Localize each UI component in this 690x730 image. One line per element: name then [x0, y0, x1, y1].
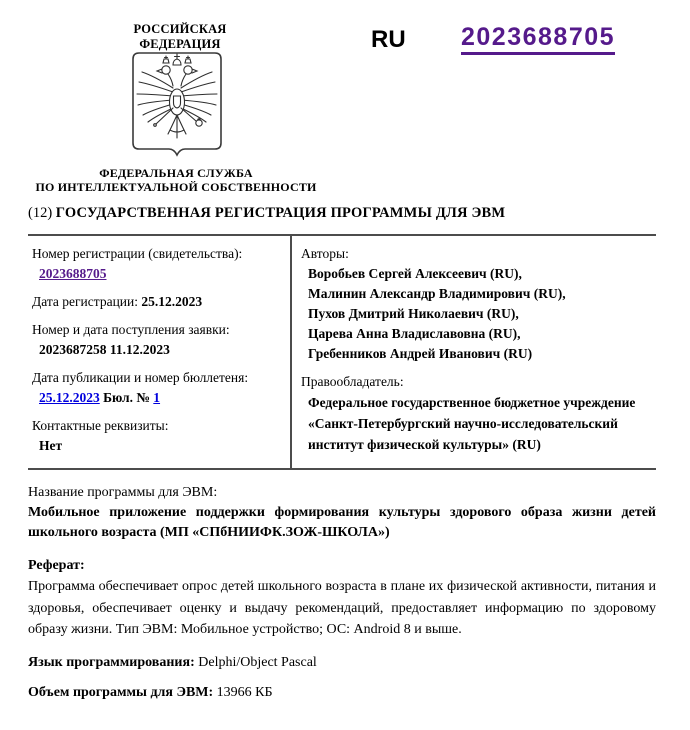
document-type-title: ГОСУДАРСТВЕННАЯ РЕГИСТРАЦИЯ ПРОГРАММЫ ДЛЯ ЭВМ: [55, 205, 506, 221]
agency-line1: ФЕДЕРАЛЬНАЯ СЛУЖБА: [99, 166, 253, 180]
abstract-label: Реферат:: [28, 558, 85, 573]
program-name-value: Мобильное приложение поддержки формирования культуры здорового образа жизни детей школьного возраста (МП «СПбНИИФК.ЗОЖ-ШКОЛА»): [28, 505, 656, 540]
program-name-label: Название программы для ЭВМ:: [28, 485, 218, 500]
application-label: Номер и дата поступления заявки:: [32, 322, 230, 337]
application-field: [32, 320, 284, 360]
registration-date-label: Дата регистрации:: [32, 294, 139, 309]
coat-of-arms-eagle-icon: [130, 50, 224, 158]
document-body: [28, 204, 656, 701]
registration-date-field: [32, 292, 284, 312]
registration-number-label: Номер регистрации (свидетельства):: [32, 246, 243, 261]
registration-date-value: 25.12.2023: [141, 294, 203, 309]
author-item: Царева Анна Владиславовна (RU),: [308, 326, 521, 341]
author-item: Воробьев Сергей Алексеевич (RU),: [308, 266, 522, 281]
size-field: [28, 685, 656, 701]
program-name-section: [28, 483, 656, 543]
size-value: 13966 КБ: [216, 684, 273, 700]
agency-line2: ПО ИНТЕЛЛЕКТУАЛЬНОЙ СОБСТВЕННОСТИ: [35, 179, 317, 194]
authors-label: Авторы:: [301, 246, 349, 261]
publication-date-link[interactable]: 25.12.2023: [39, 390, 100, 405]
contacts-field: [32, 416, 284, 456]
publication-label: Дата публикации и номер бюллетеня:: [32, 370, 249, 385]
author-item: Малинин Александр Владимирович (RU),: [308, 286, 566, 301]
registration-number-link[interactable]: 2023688705: [461, 24, 615, 55]
authors-list: [301, 264, 650, 364]
author-item: Пухов Дмитрий Николаевич (RU),: [308, 306, 519, 321]
language-value: Delphi/Object Pascal: [198, 654, 317, 670]
author-item: Гребенников Андрей Иванович (RU): [308, 346, 533, 361]
document-type-heading: [28, 204, 656, 223]
country-code-label: RU: [371, 26, 406, 53]
application-value: 2023687258 11.12.2023: [39, 342, 170, 357]
abstract-section: [28, 556, 656, 641]
bulletin-number-link[interactable]: 1: [153, 390, 161, 405]
country-label: РОССИЙСКАЯ ФЕДЕРАЦИЯ: [133, 22, 227, 51]
contacts-value: Нет: [39, 438, 63, 453]
abstract-text: Программа обеспечивает опрос детей школьного возраста в плане их физической активности, питания и здоровья, обеспечивает оценку и выдачу рекомендаций, предоставляет информацию по здоровому образу жизни. Тип ЭВМ: Мобильное устройство; ОС: Android 8 и выше.: [28, 579, 656, 637]
registration-number-field: [32, 244, 284, 284]
language-label: Язык программирования:: [28, 654, 195, 670]
rightsholder-label: Правообладатель:: [301, 374, 404, 389]
registration-details-table: [28, 234, 656, 470]
rightsholder-field: [301, 372, 650, 455]
contacts-label: Контактные реквизиты:: [32, 418, 169, 433]
language-field: [28, 655, 656, 671]
rightsholder-value: Федеральное государственное бюджетное учреждение «Санкт-Петербургский научно-исследовательский институт физической культуры» (RU): [308, 395, 636, 452]
agency-name: [10, 167, 342, 194]
authors-field: [301, 244, 650, 364]
registration-number-table-link[interactable]: 2023688705: [39, 266, 107, 281]
table-left-column: [28, 236, 290, 468]
inid-code: (12): [28, 205, 53, 221]
table-right-column: [290, 236, 656, 468]
size-label: Объем программы для ЭВМ:: [28, 684, 214, 700]
bulletin-label: Бюл. №: [103, 390, 150, 405]
publication-field: [32, 368, 284, 408]
